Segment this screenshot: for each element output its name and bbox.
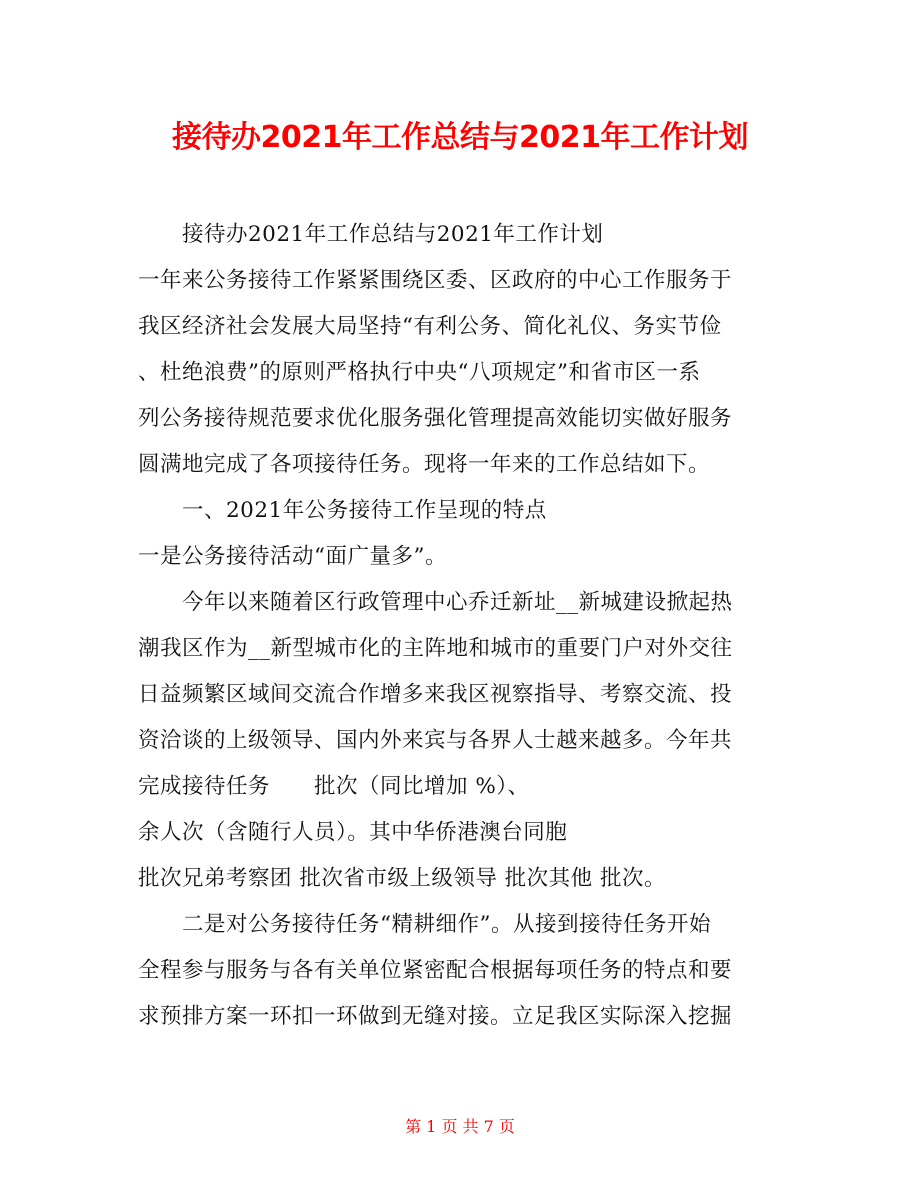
document-body [138, 212, 788, 1040]
section-heading: 一、2021年公务接待工作呈现的特点 [182, 498, 547, 523]
paragraph-line: 圆满地完成了各项接待任务。现将一年来的工作总结如下。 [138, 452, 711, 477]
page-footer: 第 1 页 共 7 页 [405, 1117, 515, 1136]
paragraph-line: 资洽谈的上级领导、国内外来宾与各界人士越来越多。今年共 [138, 728, 733, 753]
paragraph-line: 潮我区作为__新型城市化的主阵地和城市的重要门户对外交往 [138, 636, 733, 661]
document-title: 接待办2021年工作总结与2021年工作计划 [172, 120, 748, 155]
paragraph-line: 、杜绝浪费”的原则严格执行中央“八项规定”和省市区一系 [138, 360, 701, 385]
paragraph-line: 我区经济社会发展大局坚持“有利公务、简化礼仪、务实节俭 [138, 314, 722, 339]
paragraph-line: 全程参与服务与各有关单位紧密配合根据每项任务的特点和要 [138, 958, 733, 983]
paragraph-line: 批次兄弟考察团 批次省市级上级领导 批次其他 批次。 [138, 866, 667, 891]
paragraph-line: 列公务接待规范要求优化服务强化管理提高效能切实做好服务 [138, 406, 733, 431]
paragraph-line: 接待办2021年工作总结与2021年工作计划 [182, 222, 604, 247]
paragraph-line: 求预排方案一环扣一环做到无缝对接。立足我区实际深入挖掘 [138, 1004, 733, 1029]
paragraph-line: 二是对公务接待任务“精耕细作”。从接到接待任务开始 [182, 912, 711, 937]
paragraph-line: 一年来公务接待工作紧紧围绕区委、区政府的中心工作服务于 [138, 268, 733, 293]
paragraph-line: 完成接待任务 批次（同比增加 %）、 [138, 774, 530, 799]
paragraph-line: 一是公务接待活动“面广量多”。 [138, 544, 447, 569]
paragraph-line: 日益频繁区域间交流合作增多来我区视察指导、考察交流、投 [138, 682, 733, 707]
paragraph-line: 余人次（含随行人员）。其中华侨港澳台同胞 [138, 820, 568, 845]
paragraph-line: 今年以来随着区行政管理中心乔迁新址__新城建设掀起热 [182, 590, 733, 615]
